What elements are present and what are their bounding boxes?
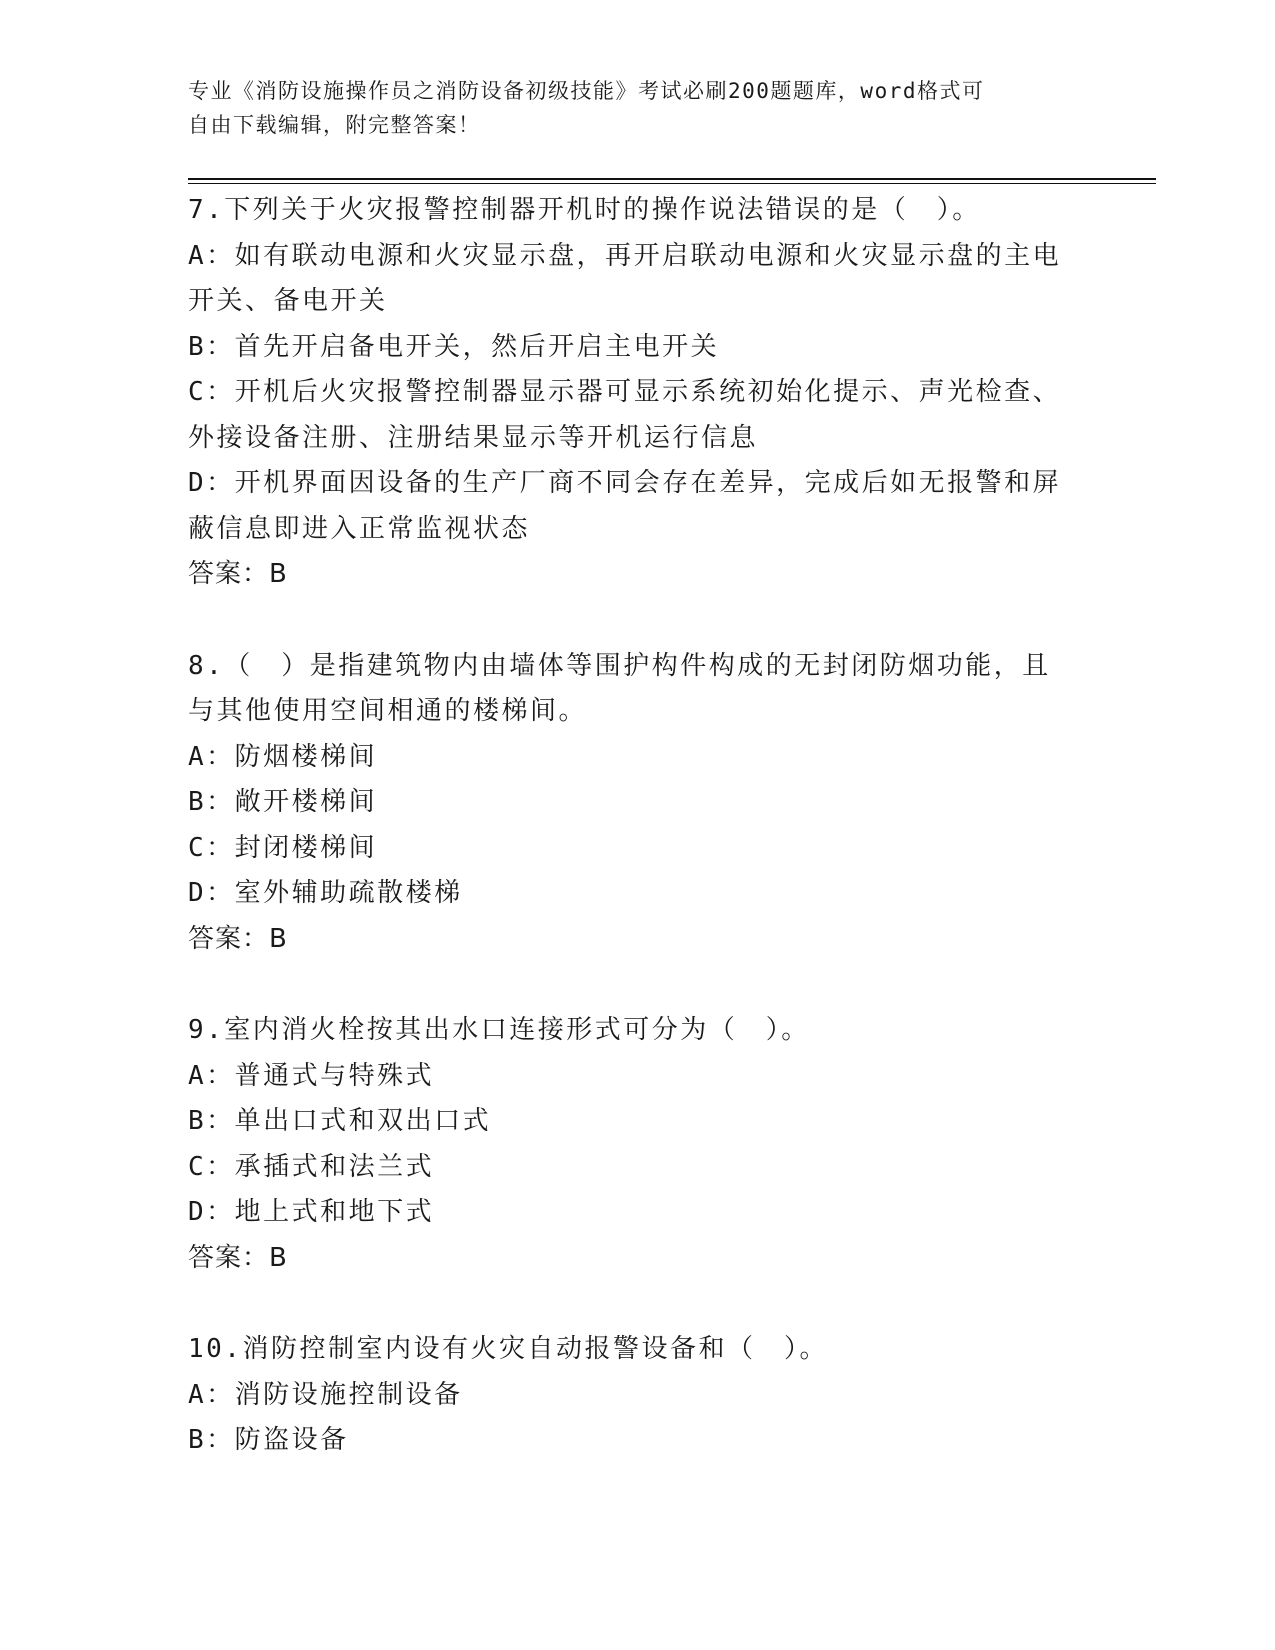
answer-line: 答案：B <box>188 559 288 589</box>
document-header <box>188 74 1068 142</box>
question-block <box>188 644 1088 963</box>
option-line: 外接设备注册、注册结果显示等开机运行信息 <box>188 422 759 453</box>
option-line: B：防盗设备 <box>188 1425 349 1455</box>
option-line: A：如有联动电源和火灾显示盘，再开启联动电源和火灾显示盘的主电 <box>188 240 1062 271</box>
question-block <box>188 1008 1088 1281</box>
question-block <box>188 188 1088 598</box>
option-line: A：防烟楼梯间 <box>188 741 378 772</box>
answer-line: 答案：B <box>188 923 288 954</box>
question-stem-line: 与其他使用空间相通的楼梯间。 <box>188 696 588 726</box>
option-line: B：敞开楼梯间 <box>188 787 378 817</box>
option-line: A：消防设施控制设备 <box>188 1379 463 1410</box>
option-line: 开关、备电开关 <box>188 286 388 316</box>
option-line: 蔽信息即进入正常监视状态 <box>188 513 531 544</box>
header-line-2: 自由下载编辑，附完整答案！ <box>188 113 481 137</box>
question-stem-line: 8.（ ）是指建筑物内由墙体等围护构件构成的无封闭防烟功能，且 <box>188 650 1051 681</box>
option-line: A：普通式与特殊式 <box>188 1060 435 1091</box>
header-divider-thin <box>188 183 1156 184</box>
option-line: C：开机后火灾报警控制器显示器可显示系统初始化提示、声光检查、 <box>188 377 1062 407</box>
question-block <box>188 1327 1088 1464</box>
header-divider-thick <box>188 178 1156 180</box>
option-line: B：首先开启备电开关，然后开启主电开关 <box>188 331 720 362</box>
option-line: D：室外辅助疏散楼梯 <box>188 878 463 908</box>
question-stem-line: 10.消防控制室内设有火灾自动报警设备和（ ）。 <box>188 1334 828 1364</box>
option-line: C：承插式和法兰式 <box>188 1151 435 1182</box>
answer-line: 答案：B <box>188 1242 288 1273</box>
option-line: D：开机界面因设备的生产厂商不同会存在差异，完成后如无报警和屏 <box>188 468 1062 498</box>
question-list <box>188 188 1088 1464</box>
question-stem-line: 7.下列关于火灾报警控制器开机时的操作说法错误的是（ ）。 <box>188 195 981 225</box>
option-line: D：地上式和地下式 <box>188 1197 435 1227</box>
question-stem-line: 9.室内消火栓按其出水口连接形式可分为（ ）。 <box>188 1015 810 1045</box>
option-line: B：单出口式和双出口式 <box>188 1106 492 1136</box>
header-line-1: 专业《消防设施操作员之消防设备初级技能》考试必刷200题题库，word格式可 <box>188 79 985 103</box>
option-line: C：封闭楼梯间 <box>188 832 378 863</box>
